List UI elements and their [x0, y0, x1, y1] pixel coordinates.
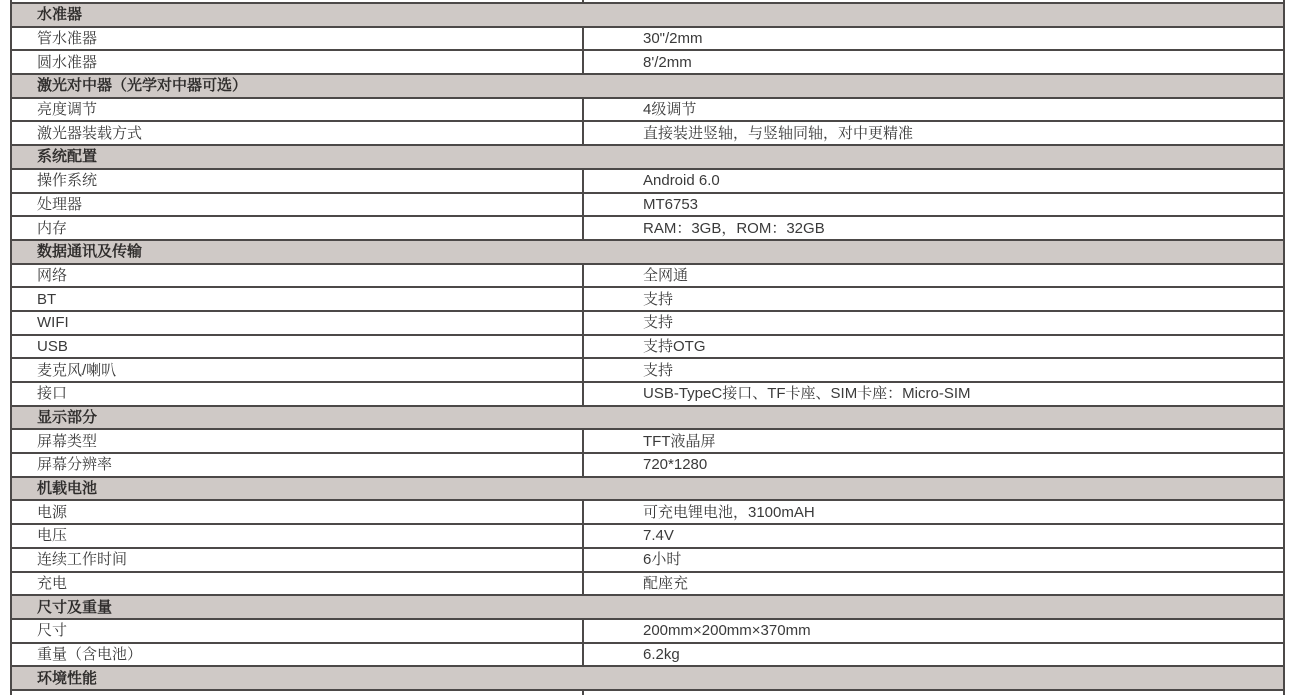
spec-label-cell: 圆水准器	[12, 51, 584, 73]
spec-value-cell: 720*1280	[643, 456, 708, 474]
spec-label-cell: 激光器装载方式	[12, 122, 584, 144]
spec-row	[12, 170, 1283, 194]
spec-row	[12, 288, 1283, 312]
spec-value-cell: 配座充	[643, 574, 689, 592]
spec-value-cell: 支持	[643, 361, 674, 379]
spec-row	[12, 359, 1283, 383]
spec-row	[12, 194, 1283, 218]
spec-row	[12, 620, 1283, 644]
spec-label-cell: WIFI	[12, 312, 584, 334]
spec-value-cell: 8'/2mm	[643, 53, 692, 71]
spec-label-cell: 充电	[12, 573, 584, 595]
section-title: 数据通讯及传输	[37, 243, 143, 261]
spec-row	[12, 99, 1283, 123]
spec-value-cell: 全网通	[643, 266, 689, 284]
spec-value-cell: 200mm×200mm×370mm	[643, 622, 811, 640]
section-title: 系统配置	[37, 148, 98, 166]
spec-value-cell: 30"/2mm	[643, 30, 703, 48]
product-spec-table	[10, 0, 1285, 695]
spec-row	[12, 501, 1283, 525]
spec-row	[12, 122, 1283, 146]
spec-value-cell	[584, 0, 1283, 2]
spec-value-cell: TFT液晶屏	[643, 432, 716, 450]
spec-row	[12, 28, 1283, 52]
spec-value-cell: 4级调节	[643, 101, 697, 119]
spec-row	[12, 312, 1283, 336]
spec-value-cell: Android 6.0	[643, 172, 720, 190]
section-header-row	[12, 146, 1283, 170]
table-body	[12, 4, 1283, 691]
spec-row	[12, 525, 1283, 549]
spec-value-cell: 可充电锂电池，3100mAH	[643, 503, 815, 521]
spec-value-cell: 支持	[643, 290, 674, 308]
spec-row	[12, 644, 1283, 668]
spec-value-cell: RAM：3GB，ROM：32GB	[643, 219, 825, 237]
spec-value-cell: 直接装进竖轴，与竖轴同轴，对中更精准	[643, 124, 914, 142]
spec-label-cell	[12, 691, 584, 695]
spec-value-cell: 支持	[643, 314, 674, 332]
spec-label-cell: 接口	[12, 383, 584, 405]
spec-label-cell: 屏幕类型	[12, 430, 584, 452]
spec-row	[12, 549, 1283, 573]
spec-label-cell: 网络	[12, 265, 584, 287]
spec-row	[12, 454, 1283, 478]
spec-label-cell: 处理器	[12, 194, 584, 216]
spec-label-cell: 电源	[12, 501, 584, 523]
spec-value-cell	[584, 691, 1283, 695]
spec-label-cell: 亮度调节	[12, 99, 584, 121]
spec-label-cell: 屏幕分辨率	[12, 454, 584, 476]
spec-value-cell: 7.4V	[643, 527, 674, 545]
spec-row	[12, 51, 1283, 75]
spec-row	[12, 383, 1283, 407]
spec-label-cell: 尺寸	[12, 620, 584, 642]
spec-value-cell: MT6753	[643, 195, 699, 213]
section-title: 激光对中器（光学对中器可选）	[37, 77, 248, 95]
section-header-row	[12, 407, 1283, 431]
spec-row	[12, 573, 1283, 597]
section-title: 显示部分	[37, 409, 98, 427]
spec-value-cell: 6小时	[643, 551, 682, 569]
section-header-row	[12, 241, 1283, 265]
section-header-row	[12, 667, 1283, 691]
spec-label-cell: 操作系统	[12, 170, 584, 192]
section-header-row	[12, 596, 1283, 620]
spec-value-cell: 6.2kg	[643, 645, 680, 663]
section-title: 尺寸及重量	[37, 598, 113, 616]
spec-value-cell: 支持OTG	[643, 337, 706, 355]
section-title: 机载电池	[37, 480, 98, 498]
spec-label-cell	[12, 0, 584, 2]
spec-row	[12, 336, 1283, 360]
section-title: 水准器	[37, 6, 83, 24]
section-header-row	[12, 478, 1283, 502]
spec-label-cell: USB	[12, 336, 584, 358]
spec-label-cell: BT	[12, 288, 584, 310]
section-header-row	[12, 4, 1283, 28]
spec-value-cell: USB-TypeC接口、TF卡座、SIM卡座：Micro-SIM	[643, 385, 971, 403]
spec-label-cell: 电压	[12, 525, 584, 547]
spec-row	[12, 217, 1283, 241]
spec-label-cell: 管水准器	[12, 28, 584, 50]
spec-label-cell: 重量（含电池）	[12, 644, 584, 666]
spec-row	[12, 430, 1283, 454]
section-header-row	[12, 75, 1283, 99]
spec-row	[12, 265, 1283, 289]
section-title: 环境性能	[37, 669, 98, 687]
spec-label-cell: 内存	[12, 217, 584, 239]
table-row-bottom-sliver	[12, 691, 1283, 695]
spec-label-cell: 麦克风/喇叭	[12, 359, 584, 381]
spec-label-cell: 连续工作时间	[12, 549, 584, 571]
